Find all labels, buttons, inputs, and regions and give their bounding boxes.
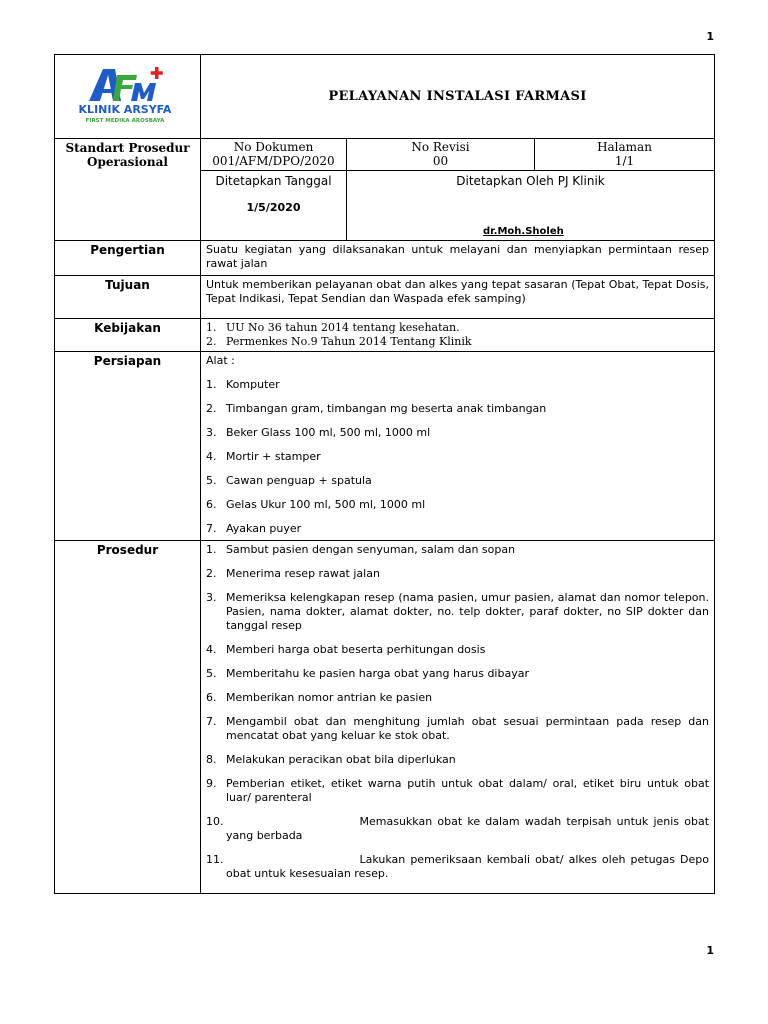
list-item: 2. Menerima resep rawat jalan <box>206 567 380 580</box>
title-cell <box>201 55 715 139</box>
doc-number-cell <box>201 139 347 171</box>
tujuan-text: Untuk memberikan pelayanan obat dan alkes yang tepat sasaran (Tepat Obat, Tepat Dosis, Tepat Indikasi, Tepat Sendian dan Waspada efek samping) <box>201 276 715 319</box>
persiapan-intro: Alat : <box>206 354 235 367</box>
list-item: 7. Ayakan puyer <box>206 522 302 535</box>
kebijakan-list <box>206 321 709 349</box>
header-row <box>55 55 715 139</box>
approver-label: Ditetapkan Oleh PJ Klinik <box>456 174 605 188</box>
prosedur-list <box>206 543 709 881</box>
prosedur-row <box>55 541 715 894</box>
sop-table <box>54 54 715 894</box>
list-item: 3. Beker Glass 100 ml, 500 ml, 1000 ml <box>206 426 431 439</box>
revision-value: 00 <box>432 154 449 168</box>
page-label: Halaman <box>597 140 652 154</box>
list-item: 5. Memberitahu ke pasien harga obat yang harus dibayar <box>206 667 529 680</box>
page-number-top: 1 <box>706 30 714 43</box>
list-item: 1. Komputer <box>206 378 280 391</box>
approver-cell <box>347 171 715 241</box>
list-item: 4. Mortir + stamper <box>206 450 321 463</box>
document-meta-row <box>55 139 715 171</box>
date-cell <box>201 171 347 241</box>
kebijakan-label: Kebijakan <box>55 319 201 352</box>
doc-number-label: No Dokumen <box>233 140 314 154</box>
list-item: 6. Gelas Ukur 100 ml, 500 ml, 1000 ml <box>206 498 426 511</box>
list-item: 4. Memberi harga obat beserta perhitungan dosis <box>206 643 486 656</box>
sop-label: Standart Prosedur Operasional <box>55 139 201 241</box>
list-item: 5. Cawan penguap + spatula <box>206 474 372 487</box>
logo-tagline: FIRST MEDIKA AROSBAYA <box>85 118 165 124</box>
page-value: 1/1 <box>614 154 635 168</box>
prosedur-label: Prosedur <box>55 541 201 894</box>
list-item: 6. Memberikan nomor antrian ke pasien <box>206 691 433 704</box>
date-value: 1/5/2020 <box>246 201 301 214</box>
pengertian-label: Pengertian <box>55 241 201 276</box>
list-item: 2. Permenkes No.9 Tahun 2014 Tentang Klinik <box>206 335 472 348</box>
persiapan-row <box>55 352 715 541</box>
page-number-bottom: 1 <box>706 944 714 957</box>
list-item: 10. Memasukkan obat ke dalam wadah terpisah untuk jenis obat yang berbada <box>206 815 710 842</box>
list-item: 1. Sambut pasien dengan senyuman, salam dan sopan <box>206 543 516 556</box>
list-item: 3. Memeriksa kelengkapan resep (nama pasien, umur pasien, alamat dan nomor telepon. Pasien, nama dokter, alamat dokter, no. telp dokter, paraf dokter, no SIP dokter dan tanggal resep <box>206 591 710 632</box>
kebijakan-content <box>201 319 715 352</box>
document-title: PELAYANAN INSTALASI FARMASI <box>328 89 587 104</box>
list-item: 9. Pemberian etiket, etiket warna putih untuk obat dalam/ oral, etiket biru untuk obat luar/ parenteral <box>206 777 710 804</box>
doc-number-value: 001/AFM/DPO/2020 <box>212 154 335 168</box>
date-label: Ditetapkan Tanggal <box>215 174 332 188</box>
persiapan-list <box>206 378 709 536</box>
pengertian-row <box>55 241 715 276</box>
revision-label: No Revisi <box>411 140 470 154</box>
persiapan-content <box>201 352 715 541</box>
approver-signature-name: dr.Moh.Sholeh <box>483 226 564 237</box>
revision-cell <box>347 139 535 171</box>
afm-logo-mark <box>89 67 163 101</box>
logo-clinic-name: KLINIK ARSYFA <box>78 103 172 116</box>
pengertian-text: Suatu kegiatan yang dilaksanakan untuk melayani dan menyiapkan permintaan resep rawat jalan <box>201 241 715 276</box>
prosedur-content <box>201 541 715 894</box>
list-item: 7. Mengambil obat dan menghitung jumlah obat sesuai permintaan pada resep dan mencatat obat yang keluar ke stok obat. <box>206 715 710 742</box>
tujuan-label: Tujuan <box>55 276 201 319</box>
tujuan-row <box>55 276 715 319</box>
list-item: 1. UU No 36 tahun 2014 tentang kesehatan. <box>206 321 460 334</box>
page-cell <box>535 139 715 171</box>
list-item: 11. Lakukan pemeriksaan kembali obat/ alkes oleh petugas Depo obat untuk kesesuaian resep. <box>206 853 710 880</box>
list-item: 8. Melakukan peracikan obat bila diperlukan <box>206 753 456 766</box>
clinic-logo <box>55 55 201 135</box>
kebijakan-row <box>55 319 715 352</box>
persiapan-label: Persiapan <box>55 352 201 541</box>
list-item: 2. Timbangan gram, timbangan mg beserta anak timbangan <box>206 402 547 415</box>
logo-cell <box>55 55 201 139</box>
